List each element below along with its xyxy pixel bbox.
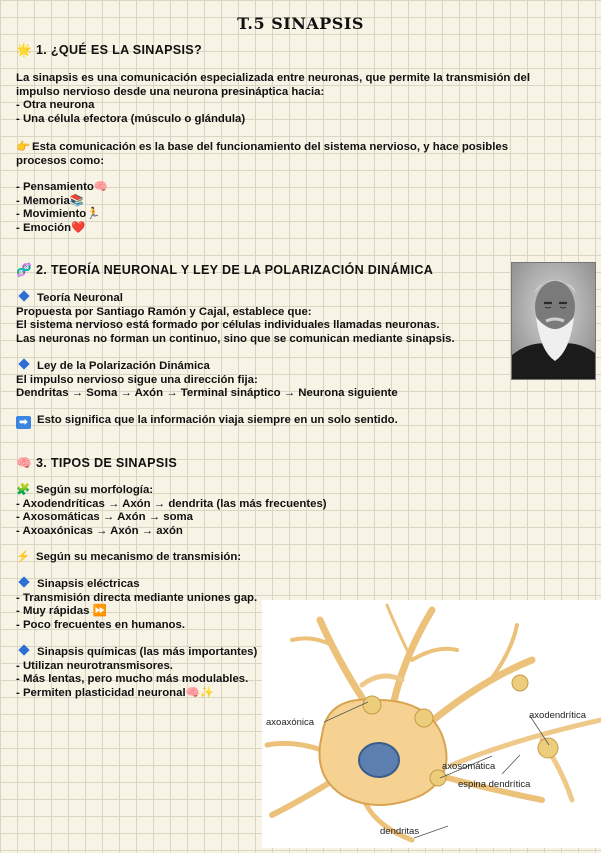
list-item: - Permiten plasticidad neuronal🧠✨ bbox=[16, 686, 215, 699]
blue-diamond-icon bbox=[18, 644, 29, 655]
star-icon: 🌟 bbox=[16, 43, 32, 57]
text-line: El sistema nervioso está formado por células individuales llamadas neuronas. bbox=[16, 319, 440, 332]
processes-list bbox=[16, 181, 108, 235]
runner-icon: 🏃 bbox=[86, 208, 101, 221]
text-line: Esta comunicación es la base del funcionamiento del sistema nervioso, y hace posibles bbox=[32, 141, 509, 153]
text-line: La sinapsis es una comunicación especializada entre neuronas, que permite la transmisión del bbox=[16, 72, 531, 84]
subheading: Según su mecanismo de transmisión: bbox=[36, 551, 242, 563]
morphology-block bbox=[16, 484, 327, 538]
label-axoaxonica: axoaxónica bbox=[266, 717, 315, 728]
mechanism-heading bbox=[16, 551, 241, 565]
blue-diamond-icon bbox=[18, 290, 29, 301]
section1-paragraph2 bbox=[16, 141, 508, 168]
right-arrow-icon: ➡ bbox=[16, 416, 31, 429]
chemical-synapse-block bbox=[16, 646, 257, 700]
section1-heading-text: 1. ¿QUÉ ES LA SINAPSIS? bbox=[36, 43, 202, 57]
puzzle-icon: 🧩 bbox=[16, 484, 31, 496]
section1-heading bbox=[16, 44, 202, 58]
conclusion-line bbox=[16, 414, 398, 429]
dna-icon: 🧬 bbox=[16, 263, 32, 277]
list-item: - Otra neurona bbox=[16, 99, 95, 112]
section3-heading-text: 3. TIPOS DE SINAPSIS bbox=[36, 456, 178, 470]
conclusion-text: Esto significa que la información viaja siempre en un solo sentido. bbox=[37, 414, 398, 426]
label-axodendritica: axodendrítica bbox=[529, 710, 587, 721]
brain-sparkles-icon: 🧠✨ bbox=[185, 686, 215, 699]
brain-icon: 🧠 bbox=[93, 181, 109, 193]
subheading: Según su morfología: bbox=[36, 484, 154, 496]
list-item: - Movimiento🏃 bbox=[16, 208, 101, 221]
fast-forward-icon: ⏩ bbox=[92, 605, 107, 618]
list-item: - Emoción❤️ bbox=[16, 221, 86, 234]
list-item: - Axoaxónicas → Axón → axón bbox=[16, 524, 183, 537]
list-item: - Una célula efectora (músculo o glándula) bbox=[16, 112, 246, 125]
neuron-theory-block bbox=[16, 292, 455, 346]
label-axosomatica: axosomática bbox=[442, 761, 496, 772]
brain-icon: 🧠 bbox=[16, 456, 32, 470]
list-item: - Utilizan neurotransmisores. bbox=[16, 659, 173, 672]
text-line: Propuesta por Santiago Ramón y Cajal, establece que: bbox=[16, 305, 312, 318]
list-item: - Muy rápidas ⏩ bbox=[16, 605, 107, 618]
list-item: - Axodendríticas → Axón → dendrita (las más frecuentes) bbox=[16, 497, 327, 510]
list-item: - Pensamiento🧠 bbox=[16, 181, 109, 193]
text-line: procesos como: bbox=[16, 154, 104, 167]
blue-diamond-icon bbox=[18, 576, 29, 587]
subheading: Sinapsis eléctricas bbox=[37, 578, 140, 590]
list-item: - Axosomáticas → Axón → soma bbox=[16, 511, 194, 524]
cajal-portrait bbox=[511, 262, 596, 380]
blue-diamond-icon bbox=[18, 358, 29, 369]
section3-heading bbox=[16, 457, 177, 471]
section1-paragraph bbox=[16, 72, 530, 126]
label-espina-dendritica: espina dendrítica bbox=[458, 779, 531, 790]
text-line: El impulso nervioso sigue una dirección fija: bbox=[16, 373, 258, 386]
text-line: Dendritas → Soma → Axón → Terminal sináptico → Neurona siguiente bbox=[16, 387, 398, 400]
text-line: impulso nervioso desde una neurona presináptica hacia: bbox=[16, 85, 325, 98]
polarization-block bbox=[16, 360, 398, 401]
electrical-synapse-block bbox=[16, 578, 257, 632]
text-line: Las neuronas no forman un continuo, sino que se comunican mediante sinapsis. bbox=[16, 332, 455, 345]
list-item: - Memoria📚 bbox=[16, 194, 84, 207]
page-title: T.5 SINAPSIS bbox=[237, 14, 364, 33]
list-item: - Más lentas, pero mucho más modulables. bbox=[16, 673, 249, 686]
subheading: Sinapsis químicas (las más importantes) bbox=[37, 646, 258, 658]
synapse-types-figure bbox=[262, 600, 601, 848]
label-dendritas: dendritas bbox=[380, 826, 420, 837]
subheading: Teoría Neuronal bbox=[37, 292, 123, 304]
list-item: - Poco frecuentes en humanos. bbox=[16, 618, 185, 631]
heart-icon: ❤️ bbox=[71, 221, 86, 234]
pointing-hand-icon: 👉 bbox=[16, 141, 31, 153]
books-icon: 📚 bbox=[69, 194, 84, 207]
section2-heading-text: 2. TEORÍA NEURONAL Y LEY DE LA POLARIZACIÓN DINÁMICA bbox=[36, 263, 434, 277]
lightning-icon: ⚡ bbox=[16, 551, 31, 563]
section2-heading bbox=[16, 264, 433, 278]
subheading: Ley de la Polarización Dinámica bbox=[37, 360, 210, 372]
list-item: - Transmisión directa mediante uniones gap. bbox=[16, 591, 258, 604]
